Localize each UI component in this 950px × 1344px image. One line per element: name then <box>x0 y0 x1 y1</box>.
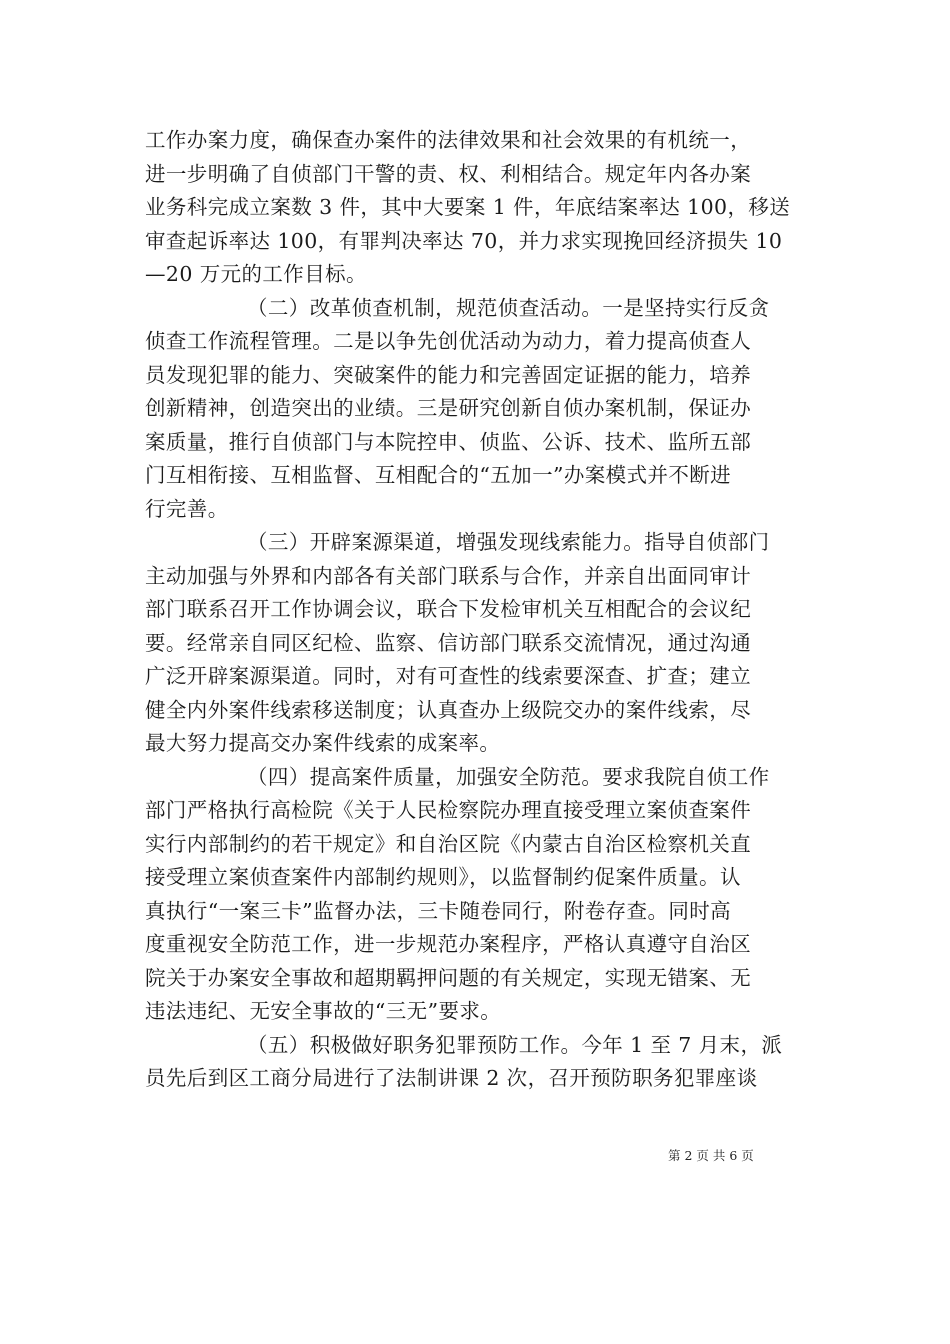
text-line: 行完善。 <box>145 496 229 521</box>
text-line: 案质量，推行自侦部门与本院控申、侦监、公诉、技术、监所五部 <box>145 429 752 454</box>
text-line: 主动加强与外界和内部各有关部门联系与合作，并亲自出面同审计 <box>145 563 752 588</box>
text-line: 最大努力提高交办案件线索的成案率。 <box>145 731 501 755</box>
text-line: 广泛开辟案源渠道。同时，对有可查性的线索要深查、扩查；建立 <box>145 664 752 688</box>
text-line: 员先后到区工商分局进行了法制讲课 2 次，召开预防职务犯罪座谈 <box>145 1066 758 1090</box>
text-line: 接受理立案侦查案件内部制约规则》，以监督制约促案件质量。认 <box>145 865 741 889</box>
text-line: 审查起诉率达 100，有罪判决率达 70，并力求实现挽回经济损失 10 <box>145 228 783 253</box>
text-line: 实行内部制约的若干规定》和自治区院《内蒙古自治区检察机关直 <box>145 831 752 856</box>
text-line: 健全内外案件线索移送制度；认真查办上级院交办的案件线索，尽 <box>145 697 752 722</box>
body-text <box>145 124 813 1096</box>
text-line: 违法违纪、无安全事故的“三无”要求。 <box>145 999 502 1023</box>
paragraph-start-line: （二）改革侦查机制，规范侦查活动。一是坚持实行反贪 <box>247 295 770 320</box>
paragraph-start-line: （三）开辟案源渠道，增强发现线索能力。指导自侦部门 <box>247 530 770 554</box>
page-number-footer: 第 2 页 共 6 页 <box>668 1148 754 1163</box>
paragraph-start-line: （五）积极做好职务犯罪预防工作。今年 1 至 7 月末，派 <box>247 1032 783 1057</box>
text-line: 业务科完成立案数 3 件，其中大要案 1 件，年底结案率达 100，移送 <box>145 195 791 219</box>
text-line: —20 万元的工作目标。 <box>145 262 367 286</box>
text-line: 部门严格执行高检院《关于人民检察院办理直接受理立案侦查案件 <box>145 798 752 822</box>
text-line: 侦查工作流程管理。二是以争先创优活动为动力，着力提高侦查人 <box>145 329 752 353</box>
text-line: 部门联系召开工作协调会议，联合下发检审机关互相配合的会议纪 <box>145 597 752 621</box>
text-line: 院关于办案安全事故和超期羁押问题的有关规定，实现无错案、无 <box>145 965 752 990</box>
text-line: 度重视安全防范工作，进一步规范办案程序，严格认真遵守自治区 <box>145 932 752 956</box>
text-line: 门互相衔接、互相监督、互相配合的“五加一”办案模式并不断进 <box>145 463 732 487</box>
text-line: 进一步明确了自侦部门干警的责、权、利相结合。规定年内各办案 <box>145 161 752 186</box>
text-line: 真执行“一案三卡”监督办法，三卡随卷同行，附卷存查。同时高 <box>145 898 732 923</box>
text-line: 创新精神，创造突出的业绩。三是研究创新自侦办案机制，保证办 <box>145 396 752 420</box>
paragraph-start-line: （四）提高案件质量，加强安全防范。要求我院自侦工作 <box>247 764 770 789</box>
text-line: 要。经常亲自同区纪检、监察、信访部门联系交流情况，通过沟通 <box>145 630 752 655</box>
text-line: 员发现犯罪的能力、突破案件的能力和完善固定证据的能力，培养 <box>145 362 752 387</box>
text-line: 工作办案力度，确保查办案件的法律效果和社会效果的有机统一， <box>145 128 752 152</box>
